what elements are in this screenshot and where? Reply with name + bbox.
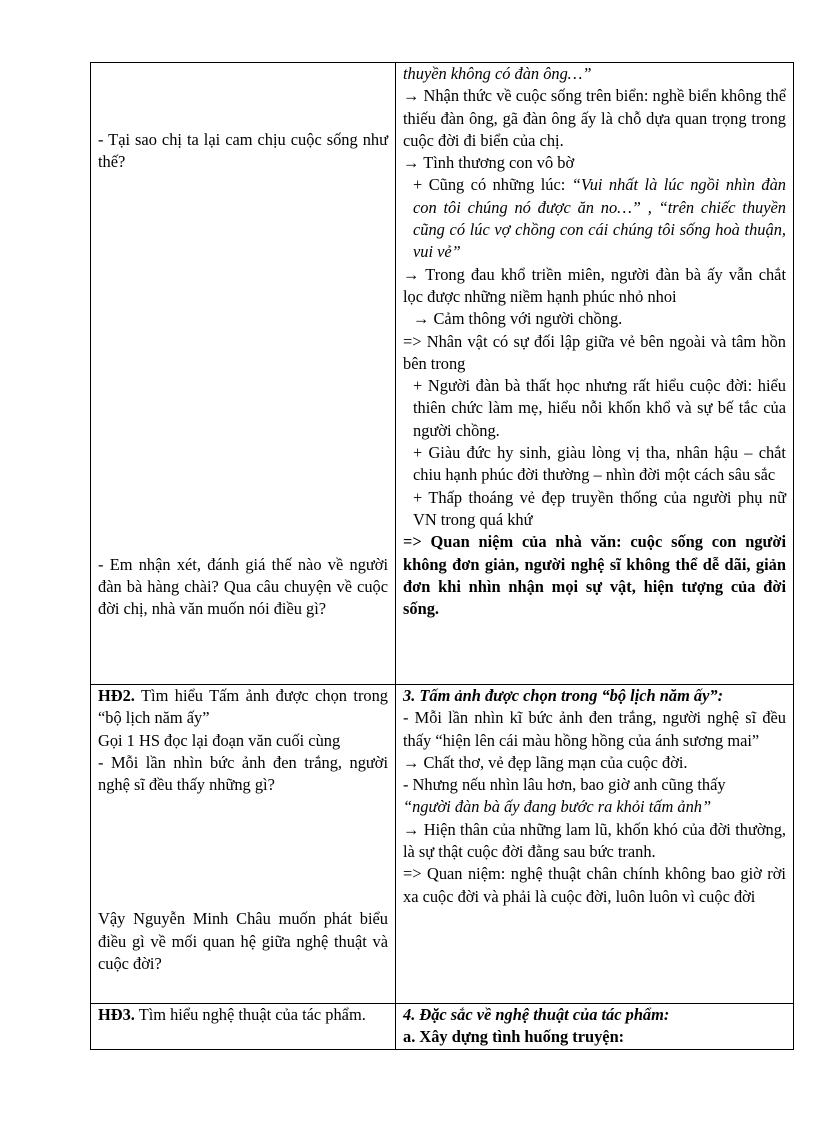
section-heading: 3. Tấm ảnh được chọn trong “bộ lịch năm ấy”: — [403, 686, 724, 705]
content-text: => Nhân vật có sự đối lập giữa vẻ bên ngoài và tâm hồn bên trong — [403, 331, 786, 373]
content-text: + Cũng có những lúc: — [413, 175, 572, 195]
content-cell — [396, 1004, 794, 1050]
activity-label: HĐ2. — [98, 686, 135, 705]
content-text: → Cảm thông với người chồng. — [413, 309, 623, 329]
question-text: Vậy Nguyễn Minh Châu muốn phát biểu điều gì về mối quan hệ giữa nghệ thuật và cuộc đời? — [98, 909, 388, 974]
content-text: → Trong đau khổ triền miên, người đàn bà ấy vẫn chắt lọc được những niềm hạnh phúc nhỏ nhoi — [403, 264, 786, 306]
lesson-table — [90, 62, 794, 1050]
table-row — [91, 63, 794, 685]
activity-label: HĐ3. — [98, 1005, 135, 1024]
table-row — [91, 685, 794, 1004]
section-heading: 4. Đặc sắc về nghệ thuật của tác phẩm: — [403, 1005, 670, 1024]
teacher-activity-cell — [91, 685, 396, 1004]
teacher-activity-cell — [91, 1004, 396, 1050]
question-text: - Mỗi lần nhìn bức ảnh đen trắng, người nghệ sĩ đều thấy những gì? — [98, 752, 388, 795]
activity-title: Tìm hiểu Tấm ảnh được chọn trong “bộ lịch năm ấy” — [98, 686, 388, 728]
content-text: + Giàu đức hy sinh, giàu lòng vị tha, nhân hậu – chắt chiu hạnh phúc đời thường – nhìn đời một cách sâu sắc — [413, 443, 786, 485]
table-row — [91, 1004, 794, 1050]
conclusion-text: => Quan niệm: nghệ thuật chân chính không bao giờ rời xa cuộc đời và phải là cuộc đời, luôn luôn vì cuộc đời — [403, 864, 786, 906]
content-text: → Tình thương con vô bờ — [403, 153, 575, 173]
activity-text — [98, 685, 388, 730]
activity-title: Tìm hiểu nghệ thuật của tác phẩm. — [134, 1005, 366, 1024]
quote-text: thuyền không có đàn ông…” — [403, 64, 592, 83]
question-text: - Tại sao chị ta lại cam chịu cuộc sống như thế? — [98, 130, 388, 172]
content-cell — [396, 685, 794, 1004]
content-text: → Hiện thân của những lam lũ, khốn khó của đời thường, là sự thật cuộc đời đằng sau bức tranh. — [403, 819, 786, 862]
content-text: - Mỗi lần nhìn kĩ bức ảnh đen trắng, người nghệ sĩ đều thấy “hiện lên cái màu hồng hồng của ánh sương mai” — [403, 708, 786, 750]
question-text: - Em nhận xét, đánh giá thế nào về người đàn bà hàng chài? Qua câu chuyện về cuộc đời chị, nhà văn muốn nói điều gì? — [98, 554, 388, 619]
content-text: - Nhưng nếu nhìn lâu hơn, bao giờ anh cũng thấy — [403, 775, 726, 795]
teacher-activity-cell — [91, 63, 396, 685]
content-text: + Thấp thoáng vẻ đẹp truyền thống của người phụ nữ VN trong quá khứ — [413, 487, 786, 529]
conclusion-text: => Quan niệm của nhà văn: cuộc sống con người không đơn giản, người nghệ sĩ không thể dễ dãi, giản đơn khi nhìn nhận mọi sự vật, hiện tượng của đời sống. — [403, 532, 786, 619]
content-text: + Người đàn bà thất học nhưng rất hiểu cuộc đời: hiểu thiên chức làm mẹ, hiểu nỗi khốn khổ và sự bế tắc của người chồng. — [413, 376, 786, 440]
content-cell — [396, 63, 794, 685]
content-text: → Nhận thức về cuộc sống trên biển: nghề biển không thể thiếu đàn ông, gã đàn ông ấy là chỗ dựa quan trọng trong cuộc đời đi biển của chị. — [403, 86, 786, 150]
content-text — [403, 174, 786, 263]
subsection-heading: a. Xây dựng tình huống truyện: — [403, 1027, 625, 1047]
activity-text — [98, 1004, 388, 1026]
quote-text: “người đàn bà ấy đang bước ra khỏi tấm ảnh” — [403, 797, 712, 817]
quote-text: “Vui nhất là lúc ngồi nhìn đàn con tôi chúng nó được ăn no…” , “trên chiếc thuyền cũng có lúc vợ chồng con cái chúng tôi sống hoà thuận, vui vẻ” — [413, 175, 787, 262]
content-text: → Chất thơ, vẻ đẹp lãng mạn của cuộc đời. — [403, 752, 688, 772]
instruction-text: Gọi 1 HS đọc lại đoạn văn cuối cùng — [98, 730, 341, 750]
